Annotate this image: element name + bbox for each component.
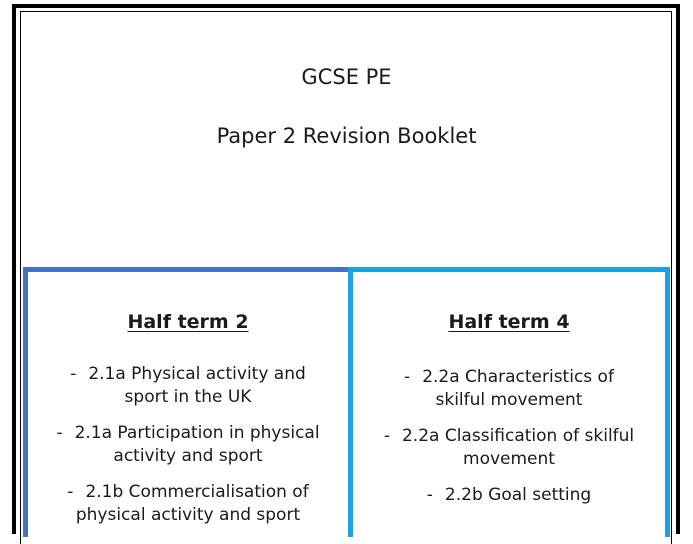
topic-item: [28, 481, 348, 527]
topic-item: [28, 422, 348, 468]
topic-text-line2: movement: [463, 449, 555, 469]
half-term-4-heading: Half term 4: [448, 311, 570, 333]
list-dash: -: [70, 364, 77, 384]
topic-text-line1: 2.2a Characteristics of: [422, 367, 614, 387]
topic-text-line1: 2.1b Commercialisation of: [85, 482, 309, 502]
half-term-2-topic-list: [28, 363, 348, 540]
topic-text-line1: 2.2b Goal setting: [444, 485, 592, 505]
topic-item: [28, 363, 348, 409]
half-term-2-heading: Half term 2: [127, 311, 249, 333]
topic-text-line2: sport in the UK: [124, 387, 252, 407]
half-term-4-topic-list: [353, 366, 665, 520]
document-title: GCSE PE: [301, 65, 392, 89]
topic-text-line2: activity and sport: [113, 446, 263, 466]
list-dash: -: [426, 485, 433, 505]
topic-text-line1: 2.1a Physical activity and: [88, 364, 306, 384]
list-dash: -: [383, 426, 390, 446]
topic-text-line2: skilful movement: [435, 390, 583, 410]
list-dash: -: [56, 423, 63, 443]
list-dash: -: [404, 367, 411, 387]
list-dash: -: [67, 482, 74, 502]
topic-item: [353, 484, 665, 507]
topic-item: [353, 366, 665, 412]
topic-item: [353, 425, 665, 471]
half-term-2-panel: [23, 267, 353, 537]
topic-text-line1: 2.2a Classification of skilful: [401, 426, 635, 446]
topic-text-line2: physical activity and sport: [75, 505, 301, 525]
document-subtitle: Paper 2 Revision Booklet: [216, 124, 477, 148]
topic-text-line1: 2.1a Participation in physical: [74, 423, 320, 443]
half-term-4-panel: [348, 267, 670, 537]
